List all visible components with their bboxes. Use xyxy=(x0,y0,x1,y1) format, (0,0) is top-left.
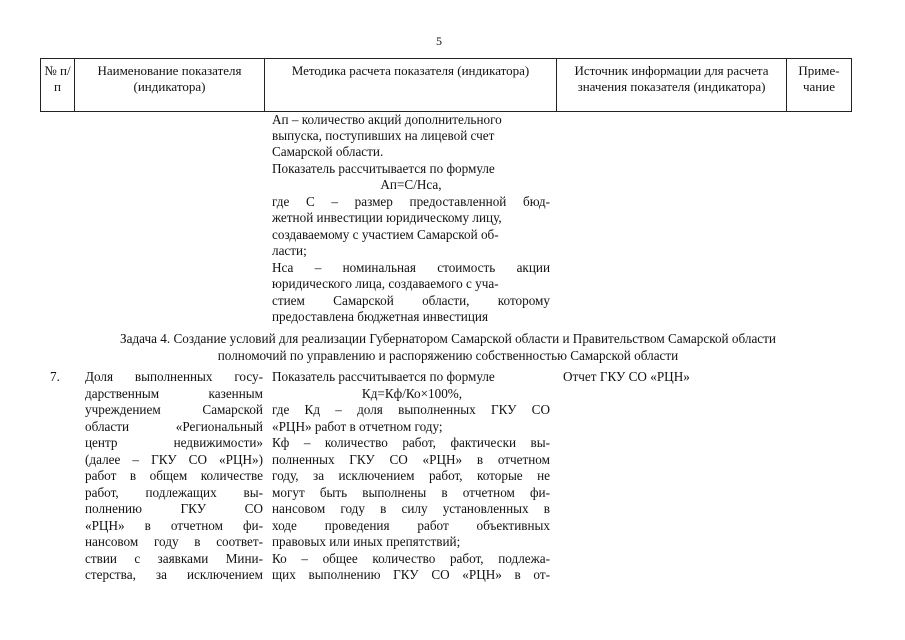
row-number: 7. xyxy=(50,369,60,384)
text-line: году, за исключением работ, которые не xyxy=(272,468,550,483)
header-information-source: Источник информации для расчета значения показателя (индикатора) xyxy=(556,59,786,111)
text-line: жетной инвестиции юридическому лицу, xyxy=(272,210,502,225)
text-line: Доля выполненных госу- xyxy=(85,369,263,384)
text-line: полненных ГКУ СО «РЦН» в отчетном xyxy=(272,452,550,467)
text-line: «РЦН» в отчетном фи- xyxy=(85,518,263,533)
text-line: ласти; xyxy=(272,243,307,258)
text-line: где Кд – доля выполненных ГКУ СО xyxy=(272,402,550,417)
text-line: Ап – количество акций дополнительного xyxy=(272,112,502,127)
text-line: работ, подлежащих вы- xyxy=(85,485,263,500)
text-line: Кф – количество работ, фактически вы- xyxy=(272,435,550,450)
text-line: стием Самарской области, которому xyxy=(272,293,550,308)
text-line: правовых или иных препятствий; xyxy=(272,534,461,549)
text-line: ствии с заявками Мини- xyxy=(85,551,263,566)
table-header xyxy=(40,58,852,112)
text-line: предоставлена бюджетная инвестиция xyxy=(272,309,489,324)
text-line: центр недвижимости» xyxy=(85,435,263,450)
text-line: юридического лица, создаваемого с уча- xyxy=(272,276,499,291)
text-line: Показатель рассчитывается по формуле xyxy=(272,369,495,384)
text-line: нансовом году в силу установленных в xyxy=(272,501,550,516)
text-line: где С – размер предоставленной бюд- xyxy=(272,194,550,209)
text-line: Показатель рассчитывается по формуле xyxy=(272,161,495,176)
text-line: (далее – ГКУ СО «РЦН») xyxy=(85,452,263,467)
text-line: полнению ГКУ СО xyxy=(85,501,263,516)
header-indicator-name: Наименование показателя (индикатора) xyxy=(74,59,264,111)
text-line: Ко – общее количество работ, подлежа- xyxy=(272,551,550,566)
text-line: создаваемому с участием Самарской об- xyxy=(272,227,499,242)
task-heading-line2: полномочий по управлению и распоряжению собственностью Самарской области xyxy=(217,348,679,363)
text-line: Нса – номинальная стоимость акции xyxy=(272,260,550,275)
text-line: выпуска, поступивших на лицевой счет xyxy=(272,128,495,143)
text-line: щих выполнению ГКУ СО «РЦН» в от- xyxy=(272,567,550,582)
information-source-cell: Отчет ГКУ СО «РЦН» xyxy=(563,369,690,384)
formula: Ап=С/Нса, xyxy=(380,177,442,192)
text-line: нансовом году в соответ- xyxy=(85,534,263,549)
page-number: 5 xyxy=(436,34,442,48)
header-calculation-method: Методика расчета показателя (индикатора) xyxy=(264,59,556,111)
text-line: Самарской области. xyxy=(272,144,384,159)
text-line: учреждением Самарской xyxy=(85,402,263,417)
text-line: «РЦН» работ в отчетном году; xyxy=(272,419,443,434)
header-number: № п/п xyxy=(40,59,74,111)
header-note: Приме-чание xyxy=(786,59,852,111)
task-heading-line1: Задача 4. Создание условий для реализации Губернатором Самарской области и Правительством Самарской области xyxy=(120,331,776,346)
text-line: работ в общем количестве xyxy=(85,468,263,483)
text-line: дарственным казенным xyxy=(85,386,263,401)
text-line: ходе проведения работ объективных xyxy=(272,518,550,533)
text-line: области «Региональный xyxy=(85,419,263,434)
text-line: могут быть выполнены в отчетном фи- xyxy=(272,485,550,500)
formula: Кд=Кф/Ко×100%, xyxy=(361,386,463,401)
text-line: стерства, за исключением xyxy=(85,567,263,582)
